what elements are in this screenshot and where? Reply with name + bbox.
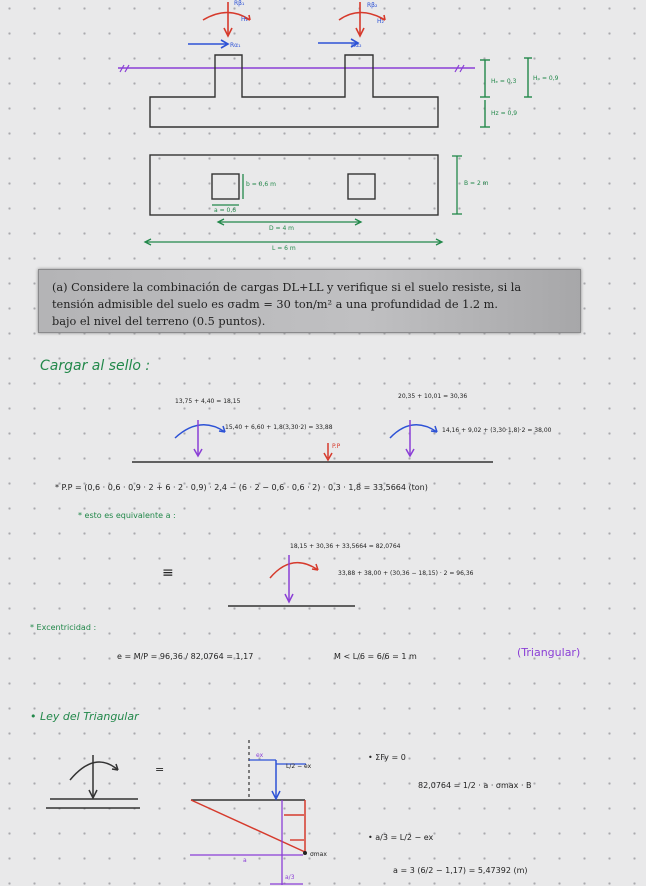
label-D: D = 4 m bbox=[269, 225, 295, 232]
question-line-1: (a) Considere la combinación de cargas DL+LL y verifique si el suelo resiste, si la bbox=[52, 281, 522, 294]
moment-2: 14,16 + 9,02 + (3,30·1,8)·2 = 38,00 bbox=[442, 427, 552, 434]
a3-label: a/3 bbox=[285, 874, 295, 881]
sum-m: 33,88 + 38,00 + (30,36 − 18,15) · 2 = 96,36 bbox=[338, 570, 474, 577]
label-rb2: Rβ₂ bbox=[367, 2, 378, 9]
load-1: 13,75 + 4,40 = 18,15 bbox=[175, 398, 241, 405]
sigmax-label: σmax bbox=[310, 851, 327, 858]
sum-fy: • ΣFy = 0 bbox=[368, 753, 406, 762]
moment-arrow-5 bbox=[270, 563, 318, 578]
equivalent-note: * esto es equivalente a : bbox=[78, 511, 176, 520]
cargar-title: Cargar al sello : bbox=[40, 358, 151, 374]
label-B: B = 2 m bbox=[464, 180, 489, 187]
exc-equation-1: e = M/P = 96,36 / 82,0764 = 1,17 bbox=[117, 652, 254, 661]
footing-plan bbox=[150, 155, 438, 215]
label-h2: H₂ bbox=[377, 18, 384, 25]
question-line-3: bajo el nivel del terreno (0.5 puntos). bbox=[52, 315, 266, 328]
equals-sign: = bbox=[155, 763, 165, 776]
pressure-triangle bbox=[191, 800, 305, 852]
label-b-col: b = 0,6 m bbox=[246, 181, 276, 188]
label-rb1: Rβ₁ bbox=[234, 0, 245, 7]
question-line-2: tensión admisible del suelo es σadm = 30 ton/m² a una profundidad de 1.2 m. bbox=[52, 298, 498, 311]
force-equation: 82,0764 = 1/2 · a · σmax · B bbox=[418, 781, 532, 790]
label-hz: Hz = 0,9 bbox=[491, 110, 518, 117]
footing-elevation bbox=[150, 55, 438, 127]
a-label: a bbox=[243, 857, 247, 864]
load-2: 20,35 + 10,01 = 30,36 bbox=[398, 393, 468, 400]
label-he: Hₑ = 0,3 bbox=[491, 78, 517, 85]
moment-1: 15,40 + 6,60 + 1,8(3,30·2) = 33,88 bbox=[225, 424, 333, 431]
label-a-col: a = 0,6 bbox=[214, 207, 237, 214]
a3-equation: • a/3 = L/2 − ex bbox=[368, 833, 434, 842]
pp-label: P.P bbox=[332, 443, 341, 450]
question-text bbox=[52, 279, 562, 330]
equivalent-sign: ≡ bbox=[162, 565, 174, 581]
column-plan-2 bbox=[348, 174, 375, 199]
label-hp: Hₚ = 0,9 bbox=[533, 75, 559, 82]
ley-title: • Ley del Triangular bbox=[30, 710, 139, 723]
pp-equation: * P.P = (0,6 · 0,6 · 0,9 · 2 + 6 · 2 · 0,9) · 2,4 − (6 · 2 − 0,6 · 0,6 · 2) · 0,3 · 1,8 = 33,5664 (ton) bbox=[55, 483, 428, 492]
column-plan-1 bbox=[212, 174, 239, 199]
triangular-note: (Triangular) bbox=[517, 646, 581, 659]
moment-arrow-4 bbox=[390, 425, 437, 438]
label-ra1: Rα₁ bbox=[230, 42, 241, 49]
exc-title: * Excentricidad : bbox=[30, 623, 97, 632]
label-h1: H₁ bbox=[241, 16, 248, 23]
label-ra2: Rα₂ bbox=[351, 42, 362, 49]
a-equation: a = 3 (6/2 − 1,17) = 5,47392 (m) bbox=[393, 866, 528, 875]
moment-arrow-3 bbox=[175, 425, 225, 438]
label-L: L = 6 m bbox=[272, 245, 296, 252]
exc-equation-2: M < L/6 = 6/6 = 1 m bbox=[334, 652, 417, 661]
l2ex-label: L/2 − ex bbox=[286, 763, 312, 770]
sum-n: 18,15 + 30,36 + 33,5664 = 82,0764 bbox=[290, 543, 401, 550]
ex-label: ex bbox=[256, 752, 264, 759]
